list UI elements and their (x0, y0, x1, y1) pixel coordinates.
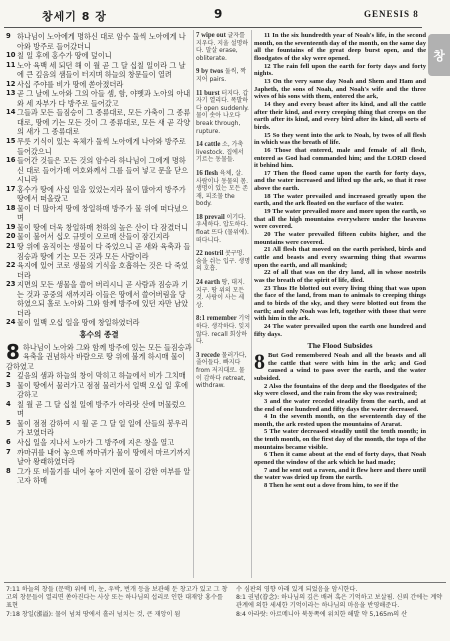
vocabulary-notes-column (196, 32, 250, 580)
vocab-term: 22 nostril (196, 250, 226, 258)
verse-number: 13 (6, 89, 16, 98)
verse-text: and he sent out a raven, and it flew here and there until the water was dried up from the earth. (254, 466, 426, 482)
verse-text: 노아 육백 세 되던 해 이 월 곧 그 달 십칠 일이라 그 날에 큰 깊음의 샘들이 터지며 하늘의 창문들이 열려 (17, 60, 186, 80)
verse-text: Also the fountains of the deep and the floodgates of the sky were closed, and the rain from the sky was restrained; (254, 382, 426, 398)
footnotes-left (6, 586, 230, 619)
verse-number: 24 (6, 318, 16, 327)
verse (6, 261, 192, 280)
vocab-note (196, 250, 250, 273)
verse-number: 15 (264, 131, 273, 139)
footnotes-right (236, 586, 444, 619)
verse (6, 185, 192, 204)
verse (254, 482, 426, 490)
vocab-definition: 기억하다. 생각하다. 잊지 않다. recall 회상하다. (196, 315, 250, 346)
verse-number: 16 (6, 156, 16, 165)
verse-text: 지면의 모든 생물을 쓸어 버리시니 곧 사람과 짐승과 기는 것과 공중의 새까지라 이들은 땅에서 쓸어버림을 당하였으되 홀로 노아와 그와 함께 방주에 있던 자만 남았더라 (17, 280, 189, 318)
verse (6, 448, 192, 467)
verse-number: 6 (264, 451, 270, 459)
verse-number: 2 (6, 371, 11, 380)
verse-text: 물이 땅에서 물러가고 점점 물러가서 일백 오십 일 후에 감하고 (17, 380, 189, 400)
vocab-definition: 둘씩, 짝지어 pairs. (196, 68, 247, 83)
verse-text: On the very same day Noah and Shem and Ham and Japheth, the sons of Noah, and Noah's wife and the three wives of his sons with them, entered the ark, (254, 77, 426, 101)
verse (254, 132, 426, 147)
verse-text: 칠 일 후에 홍수가 땅에 덮이니 (17, 51, 112, 61)
vocab-note (196, 352, 250, 390)
verse-text: 사십 일을 지나서 노아가 그 방주에 지은 창을 열고 (17, 437, 175, 447)
verse (6, 89, 192, 108)
verse-number: 6 (6, 437, 11, 446)
verse-number: 22 (264, 269, 274, 277)
verse-text: All flesh that moved on the earth perished, birds and cattle and beasts and every swarming thing that swarms upon the earth, and all mankind; (254, 246, 426, 269)
verse-text: 하나님이 노아와 그와 함께 방주에 있는 모든 들짐승과 육축을 권념하사 바람으로 땅 위에 불게 하시매 물이 감하였고 (6, 342, 192, 371)
verse-text: The water prevailed upon the earth one hundred and fifty days. (254, 322, 426, 338)
vocab-note (196, 170, 250, 208)
verse (6, 232, 192, 242)
verse (254, 246, 426, 269)
verse-number: 21 (6, 242, 16, 251)
vocab-note (196, 141, 250, 164)
verse (6, 467, 192, 486)
verse (6, 80, 192, 90)
verse (6, 381, 192, 400)
verse-number: 12 (6, 79, 16, 88)
vocab-note (196, 68, 250, 83)
verse-text: 곧 그 날에 노아와 그의 아들 셈, 함, 야벳과 노아의 아내와 세 자부가 다 방주로 들어갔고 (17, 89, 191, 108)
verse-text: they and every beast after its kind, and all the cattle after their kind, and every creeping thing that creeps on the earth after its kind, and every bird after its kind, all sorts of birds. (254, 100, 426, 131)
verse (6, 156, 192, 185)
verse-number: 23 (6, 280, 16, 289)
english-book-chapter: GENESIS 8 (364, 9, 419, 19)
verse-number: 13 (264, 77, 273, 85)
verse-number: 24 (264, 322, 273, 330)
vocab-term: 7 wipe out (196, 32, 228, 39)
korean-book-chapter: 창세기 8 장 (42, 10, 107, 23)
verse-number: 20 (264, 231, 275, 239)
verse (254, 451, 426, 466)
verse-text: 무릇 기식이 있는 육체가 둘씩 노아에게 나아와 방주로 들어갔으니 (17, 137, 186, 156)
page-number: 9 (214, 7, 223, 21)
verse-number: 7 (6, 447, 11, 456)
vocab-definition: 콧구멍. 숨을 쉬는 입구. 생명의 호흡. (196, 250, 250, 273)
verse-text: 칠 월 곧 그 달 십칠 일에 방주가 아라랏 산에 머물렀으며 (17, 399, 186, 419)
vocab-note (196, 315, 250, 345)
verse (6, 400, 192, 419)
verse-text: 물이 일백 오십 일을 땅에 창일하였더라 (17, 318, 140, 328)
verse (254, 428, 426, 451)
verse-text: 깊음의 샘과 하늘의 창이 막히고 하늘에서 비가 그치매 (17, 371, 186, 381)
verse-number: 22 (6, 261, 16, 270)
verse-text: of all that was on the dry land, all in whose nostrils was the breath of the spirit of life, died. (254, 269, 426, 284)
verse-number: 17 (264, 169, 274, 177)
verse-text: In the seventh month, on the seventeenth day of the month, the ark rested upon the mountains of Ararat. (254, 413, 426, 428)
verse-number: 4 (264, 413, 271, 421)
vocab-definition: 물러가다, 줄어들다. 빠지다 from 저지대로. 물이 감하다 retreat, withdraw. (196, 351, 247, 390)
vocab-term: 24 earth (196, 279, 222, 287)
verse-number: 18 (264, 192, 274, 200)
verse (254, 285, 426, 323)
verse-text: The water prevailed fifteen cubits higher, and the mountains were covered. (254, 231, 426, 246)
korean-text-column (6, 32, 192, 580)
verse-number: 15 (6, 137, 16, 146)
verse-text: Those that entered, male and female of all flesh, entered as God had commanded him; and the LORD closed it behind him. (254, 146, 426, 170)
vocab-note (196, 90, 250, 136)
vocab-term: 11 burst (196, 89, 222, 97)
verse (254, 32, 426, 63)
section-heading: 홍수의 종결 (79, 329, 119, 339)
vocab-note (196, 214, 250, 244)
verse (254, 170, 426, 193)
verse (6, 242, 192, 261)
verse-text: and the water receded steadily from the earth, and at the end of one hundred and fifty days the water decreased. (254, 397, 426, 413)
vocab-definition: 글자를 지우다. 지울 설명하다. 말살 erase, obliterate. (196, 32, 249, 62)
verse-number: 19 (264, 208, 273, 216)
verse-number: 11 (6, 60, 16, 69)
verse-number: 20 (6, 232, 16, 241)
verse (6, 51, 192, 61)
book-thumb-tab[interactable]: 창 (428, 34, 450, 76)
verse-number: 10 (6, 51, 16, 60)
vocab-term: 14 cattle (196, 141, 223, 149)
verse-text: The water prevailed more and more upon the earth, so that all the high mountains everywhere under the heavens were covered. (254, 208, 426, 231)
verse-text: But God remembered Noah and all the beasts and all the cattle that were with him in the ark; and God caused a wind to pass over the earth, and the water subsided. (254, 351, 426, 382)
verse-text: Thus He blotted out every living thing that was upon the face of the land, from man to animals to creeping things and to birds of the sky, and they were blotted out from the earth; and only Noah was left, together with those that were with him in the ark. (254, 284, 426, 323)
verse-number: 9 (6, 32, 11, 40)
verse-number: 14 (6, 108, 16, 117)
vocab-term: 18 prevail (196, 213, 227, 221)
verse-number: 5 (264, 428, 270, 436)
vocab-term: 9 by twos (196, 68, 225, 76)
verse (254, 398, 426, 413)
column-divider (251, 30, 252, 578)
verse-number: 16 (264, 146, 275, 154)
verse (254, 101, 426, 132)
verse-number: 3 (6, 380, 11, 389)
verse-text: Then the flood came upon the earth for forty days, and the water increased and lifted up the ark, so that it rose above the earth. (254, 169, 426, 193)
verse-text: 그들과 모든 들짐승이 그 종류대로, 모든 가축이 그 종류대로, 땅에 기는 모든 것이 그 종류대로, 모든 새 곧 각양의 새가 그 종류대로 (17, 108, 191, 137)
verse-text: 사십 주야를 비가 땅에 쏟아졌더라 (17, 79, 124, 89)
verse-text: 물이 불어서 십오 규빗이 오르매 산들이 잠긴지라 (17, 232, 170, 242)
chapter-number: 8 (254, 348, 265, 374)
verse (254, 383, 426, 398)
verse (254, 323, 426, 338)
footnote: 수 심판의 영향 아래 있게 되었음을 암시한다. (236, 586, 358, 593)
verse (6, 223, 192, 233)
verse-number: 19 (6, 222, 16, 231)
verse (254, 467, 426, 482)
verse-text: The water decreased steadily until the tenth month; in the tenth month, on the first day of the month, the tops of the mountains became visible. (254, 428, 426, 451)
verse (254, 208, 426, 231)
verse-text: Then he sent out a dove from him, to see if the (268, 482, 399, 490)
footnote: 7:18 창일(漲溢): 물이 넘쳐 땅에서 흘러 넘치는 것, 큰 재앙이 됨 (6, 610, 181, 618)
verse-number: 11 (264, 32, 273, 39)
verse-text: Then it came about at the end of forty days, that Noah opened the window of the ark which he had made; (254, 451, 426, 467)
verse-number: 3 (264, 397, 270, 405)
vocab-definition: 소, 가축 livestock. 집에서 기르는 동물들. (196, 141, 244, 164)
page-header (0, 4, 450, 24)
footnote: 8:1 권념(眷念): 하나님의 깊은 배려 혹은 기억하고 보살핌. 신뢰 간에는 계약 관계에 의한 세세한 기억이라는 하나님의 마음을 반영해준다. (236, 594, 443, 610)
verse-text: 물이 땅에 더욱 창일하매 천하의 높은 산이 다 잠겼더니 (17, 222, 189, 232)
verse (6, 371, 192, 381)
verse (6, 137, 192, 156)
footnote-rule (4, 582, 446, 583)
vocab-definition: 이기다. 우세하다. 압도하다. float 뜨다 (물위에). 떠다니다. (196, 213, 249, 244)
vocab-definition: 터지다. 갑자기 열리다. 폭발하다 open suddenly. 물이 솟아 나오다 break through, rupture. (196, 89, 249, 135)
verse-number: 12 (264, 62, 273, 70)
verse (6, 32, 192, 51)
verse (6, 61, 192, 80)
vocab-term: 3 recede (196, 351, 222, 359)
vocab-note (196, 279, 250, 309)
verse-text: 땅 위에 움직이는 생물이 다 죽었으니 곧 새와 육축과 들짐승과 땅에 기는 모든 것과 모든 사람이라 (17, 242, 191, 261)
verse-number: 8 (6, 466, 11, 475)
vocab-definition: 육체, 살. 사람이나 동물의 몸. 생명이 있는 모든 존재, 피조물 the body. (196, 169, 249, 208)
verse (6, 108, 192, 137)
vocab-note (196, 32, 250, 62)
header-rule (4, 27, 422, 28)
verse-number: 7 (264, 466, 270, 474)
vocab-definition: 땅, 대지. 지구. 땅 위의 모든 것. 사람이 사는 세상. (196, 279, 245, 309)
verse (6, 280, 192, 318)
english-text-column (254, 32, 426, 580)
verse-number: 4 (6, 399, 11, 408)
vocab-term: 16 flesh (196, 169, 220, 177)
footnote: 7:11 하늘의 창들 (문맥) 위에 비, 눈, 우박, 번개 등을 보관해 둔 창고가 있고 그 창고의 창문들이 열리면 쏟아진다는 사상 또는 하나님의 섭리로 인한 대재앙 홍수를 표현 (6, 586, 228, 610)
verse (254, 147, 426, 170)
verse (254, 78, 426, 101)
footnote: 8:4 아라랏: 아르메니아 북동쪽에 위치한 해발 약 5,165m의 산 (236, 610, 408, 618)
verse-text: So they went into the ark to Noah, by twos of all flesh in which was the breath of life. (254, 131, 426, 147)
verse-text: 하나님이 노아에게 명하신 대로 암수 둘씩 노아에게 나아와 방주로 들어갔더니 (17, 32, 186, 51)
verse (6, 318, 192, 328)
verse-number: 2 (264, 382, 269, 390)
verse (254, 269, 426, 284)
verse (6, 438, 192, 448)
verse-number: 18 (6, 203, 16, 212)
verse (254, 193, 426, 208)
verse-number: 5 (6, 418, 11, 427)
verse-number: 21 (264, 246, 273, 254)
verse-text: 들어간 것들은 모든 것의 암수라 하나님이 그에게 명하신 대로 들어가매 여호와께서 그를 들여 넣고 문을 닫으시니라 (17, 156, 189, 185)
verse-text: The rain fell upon the earth for forty days and forty nights. (254, 62, 426, 78)
verse (6, 339, 192, 372)
verse-text: 홍수가 땅에 사십 일을 있었는지라 물이 많아져 방주가 땅에서 떠올랐고 (17, 184, 186, 204)
column-divider (193, 30, 194, 578)
verse-number: 17 (6, 184, 16, 193)
verse-number: 8 (264, 482, 269, 490)
verse (254, 348, 426, 383)
verse-number: 23 (264, 284, 273, 292)
verse-text: 육지에 있어 코로 생물의 기식을 호흡하는 것은 다 죽었더라 (17, 261, 189, 280)
verse-number: 14 (264, 100, 273, 108)
verse (254, 231, 426, 246)
verse-text: 그가 또 비둘기를 내어 놓아 지면에 물이 감한 여부를 알고자 하매 (17, 466, 191, 486)
chapter-number: 8 (6, 339, 20, 364)
verse-text: In the six hundredth year of Noah's life, in the second month, on the seventeenth day of the month, on the same day all the fountains of the great deep burst open, and the floodgates of the sky were opened. (254, 32, 426, 62)
verse-text: The water prevailed and increased greatly upon the earth, and the ark floated on the surface of the water. (254, 192, 426, 208)
verse-text: 까마귀를 내어 놓으매 까마귀가 물이 땅에서 마르기까지 날아 왕래하였더라 (17, 447, 191, 467)
vocab-term: 8:1 remember (196, 315, 239, 323)
verse (254, 63, 426, 78)
verse (6, 204, 192, 223)
verse (6, 419, 192, 438)
section-heading: The Flood Subsides (307, 341, 373, 351)
verse-text: 물이 점점 감하여 시 월 곧 그 달 일 일에 산들의 봉우리가 보였더라 (17, 418, 188, 438)
verse-text: 물이 더 많아져 땅에 창일하매 방주가 물 위에 떠다녔으며 (17, 203, 189, 223)
verse (254, 413, 426, 428)
